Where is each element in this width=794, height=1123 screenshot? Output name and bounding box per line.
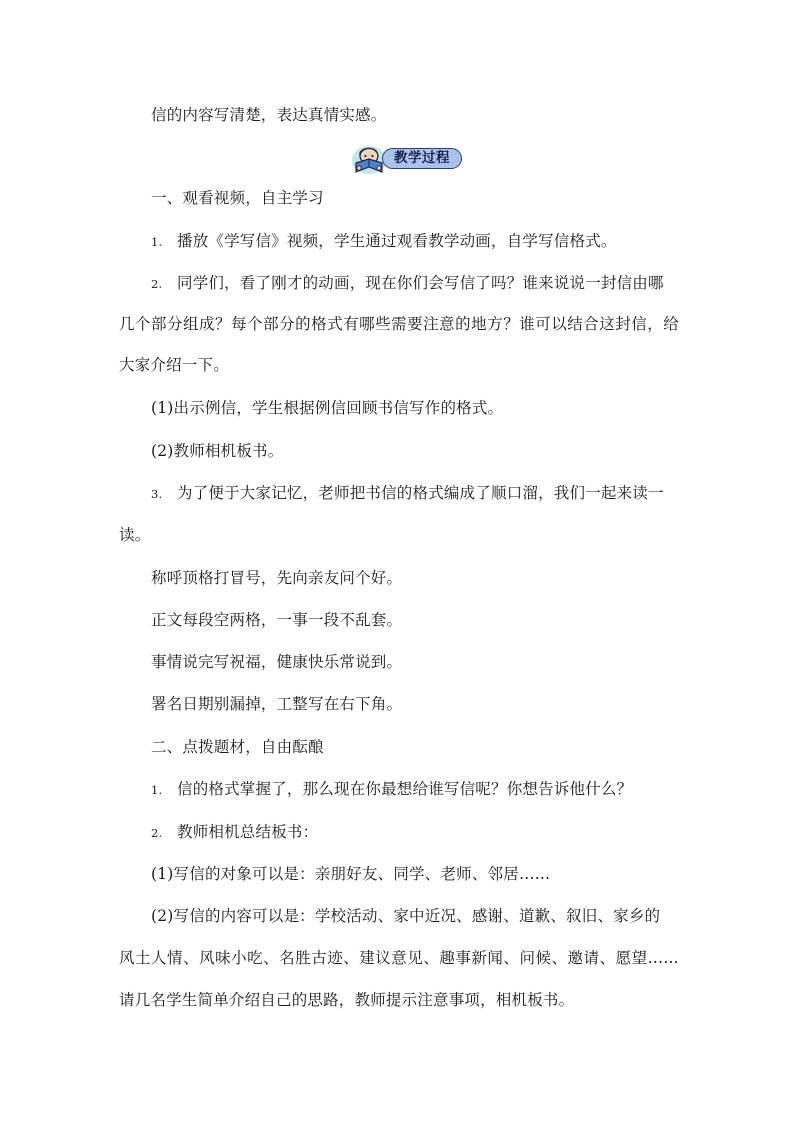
list-text: 同学们，看了刚才的动画，现在你们会写信了吗？谁来说说一封信由哪 <box>177 274 664 292</box>
list-number: 2. <box>151 826 163 840</box>
section-header-pill <box>382 148 462 169</box>
sub-item: (1)出示例信，学生根据例信回顾书信写作的格式。 <box>151 399 504 417</box>
paragraph-line: 大家介绍一下。 <box>119 356 229 374</box>
list-text: 播放《学写信》视频，学生通过观看教学动画，自学写信格式。 <box>177 232 617 250</box>
list-item-1 <box>151 231 617 252</box>
verse-line: 正文每段空两格，一事一段不乱套。 <box>151 611 403 629</box>
verse-line: 称呼顶格打冒号，先向亲友问个好。 <box>151 569 403 587</box>
list-number: 3. <box>151 487 163 501</box>
list-item-q1 <box>151 779 632 800</box>
list-text: 信的格式掌握了，那么现在你最想给谁写信呢？你想告诉他什么？ <box>177 780 633 798</box>
list-item-q2 <box>151 822 318 843</box>
sub-item: (1)写信的对象可以是：亲朋好友、同学、老师、邻居…… <box>151 865 551 883</box>
section-header-label: 教学过程 <box>394 150 450 166</box>
list-text: 为了便于大家记忆，老师把书信的格式编成了顺口溜，我们一起来读一 <box>177 484 664 502</box>
section-header-teaching-process <box>350 141 470 173</box>
section-heading-1: 一、观看视频，自主学习 <box>151 189 324 207</box>
paragraph-intro: 信的内容写清楚，表达真情实感。 <box>151 106 387 124</box>
verse-line: 事情说完写祝福，健康快乐常说到。 <box>151 653 403 671</box>
paragraph-line: 读。 <box>119 526 151 544</box>
list-number: 1. <box>151 235 163 249</box>
list-item-3 <box>151 483 664 504</box>
paragraph-line: 风土人情、风味小吃、名胜古迹、建议意见、趣事新闻、问候、邀请、愿望…… <box>119 949 679 967</box>
sub-item: (2)写信的内容可以是：学校活动、家中近况、感谢、道歉、叙旧、家乡的 <box>151 907 661 925</box>
sub-item: (2)教师相机板书。 <box>151 442 284 460</box>
list-number: 1. <box>151 783 163 797</box>
section-heading-2: 二、点拨题材，自由酝酿 <box>151 738 324 756</box>
verse-line: 署名日期别漏掉，工整写在右下角。 <box>151 695 403 713</box>
list-item-2 <box>151 273 664 294</box>
paragraph-line: 请几名学生简单介绍自己的思路，教师提示注意事项，相机板书。 <box>119 991 575 1009</box>
list-text: 教师相机总结板书： <box>177 823 319 841</box>
list-number: 2. <box>151 277 163 291</box>
paragraph-line: 几个部分组成？每个部分的格式有哪些需要注意的地方？谁可以结合这封信，给 <box>119 315 679 333</box>
